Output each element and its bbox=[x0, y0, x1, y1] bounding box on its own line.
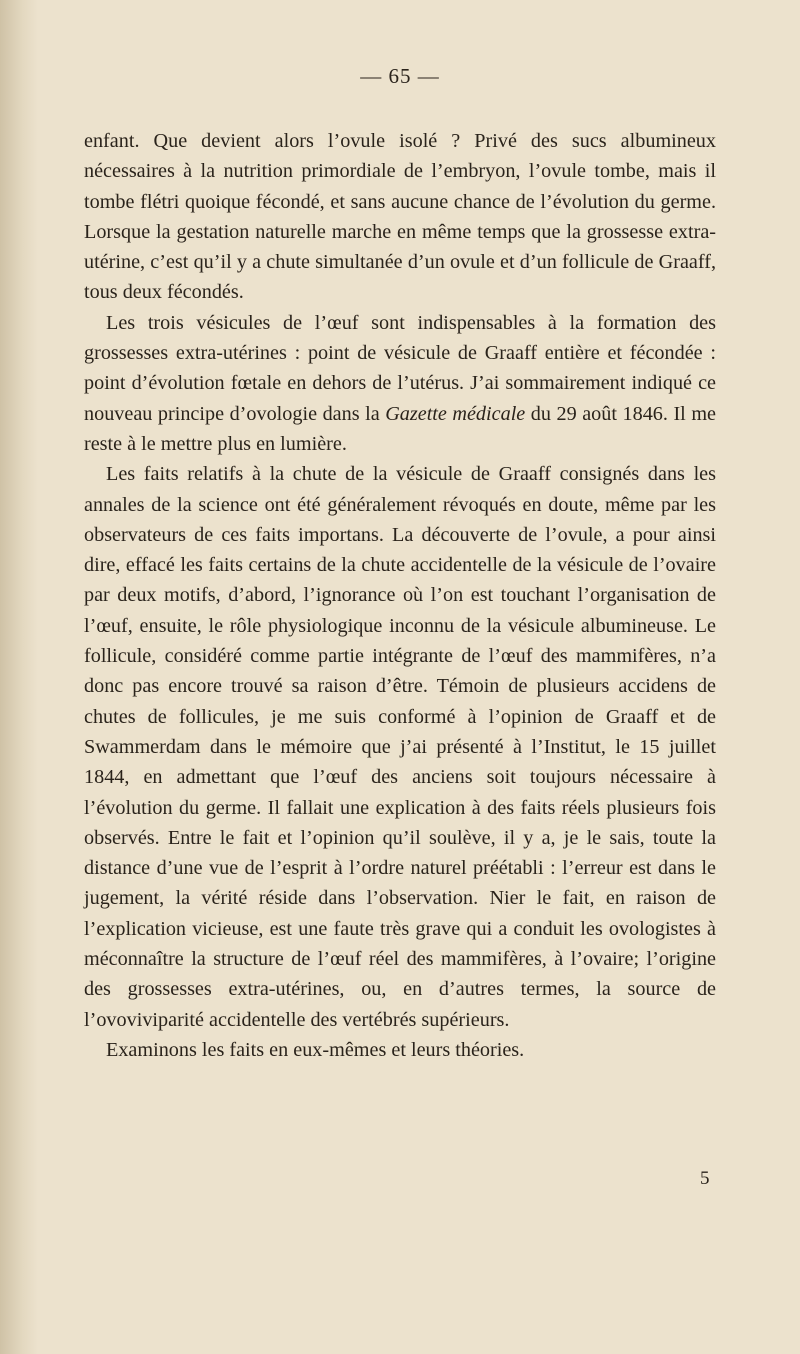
paragraph-4: Examinons les faits en eux-mêmes et leurs théories. bbox=[106, 1038, 525, 1061]
paragraph-2-after: du 29 août 1846. Il me reste à le mettre plus en lumière. bbox=[84, 402, 716, 455]
paragraph-2-before: Les trois vésicules de l’œuf sont indispensables à la formation des grossesses extra-utérines : point de vésicule de Graaff entière et fécondée : point d’évolution fœtale en dehors de l’utérus. J’ai sommairement indiqué ce nouveau principe d’ovologie dans la bbox=[84, 311, 716, 425]
paragraph-3: Les faits relatifs à la chute de la vésicule de Graaff consignés dans les annales de la science ont été généralement révoqués en doute, même par les observateurs de ces faits importans. La découverte de l’ovule, a pour ainsi dire, effacé les faits certains de la chute accidentelle de la vésicule de l’ovaire par deux motifs, d’abord, l’ignorance où l’on est touchant l’organisation de l’œuf, ensuite, le rôle physiologique inconnu de la vésicule albumineuse. Le follicule, considéré comme partie intégrante de l’œuf des mammifères, n’a donc pas encore trouvé sa raison d’être. Témoin de plusieurs accidens de chutes de follicules, je me suis conformé à l’opinion de Graaff et de Swammerdam dans le mémoire que j’ai présenté à l’Institut, le 15 juillet 1844, en admettant que l’œuf des anciens soit toujours nécessaire à l’évolution du germe. Il fallait une explication à des faits réels plusieurs fois observés. Entre le fait et l’opinion qu’il soulève, il y a, je le sais, toute la distance d’une vue de l’esprit à l’ordre naturel préétabli : l’erreur est dans le jugement, la vérité réside dans l’observation. Nier le fait, en raison de l’explication vicieuse, est une faute très grave qui a conduit les ovologistes à méconnaître la structure de l’œuf réel des mammifères, à l’ovaire; l’origine des grossesses extra-utérines, ou, en d’autres termes, la source de l’ovoviviparité accidentelle des vertébrés supérieurs. bbox=[84, 463, 716, 1031]
binding-shadow bbox=[0, 0, 38, 1354]
signature-mark: 5 bbox=[700, 1168, 710, 1189]
body-text bbox=[84, 126, 716, 1065]
journal-title: Gazette médicale bbox=[385, 402, 526, 425]
page-number-header: — 65 — bbox=[360, 64, 440, 88]
paragraph-1: enfant. Que devient alors l’ovule isolé ? Privé des sucs albumineux nécessaires à la nutrition primordiale de l’embryon, l’ovule tombe, mais il tombe flétri quoique fécondé, et sans aucune chance de l’évolution du germe. Lorsque la gestation naturelle marche en même temps que la grossesse extra-utérine, c’est qu’il y a chute simultanée d’un ovule et d’un follicule de Graaff, tous deux fécondés. bbox=[84, 130, 716, 304]
paragraph-2 bbox=[84, 308, 716, 459]
